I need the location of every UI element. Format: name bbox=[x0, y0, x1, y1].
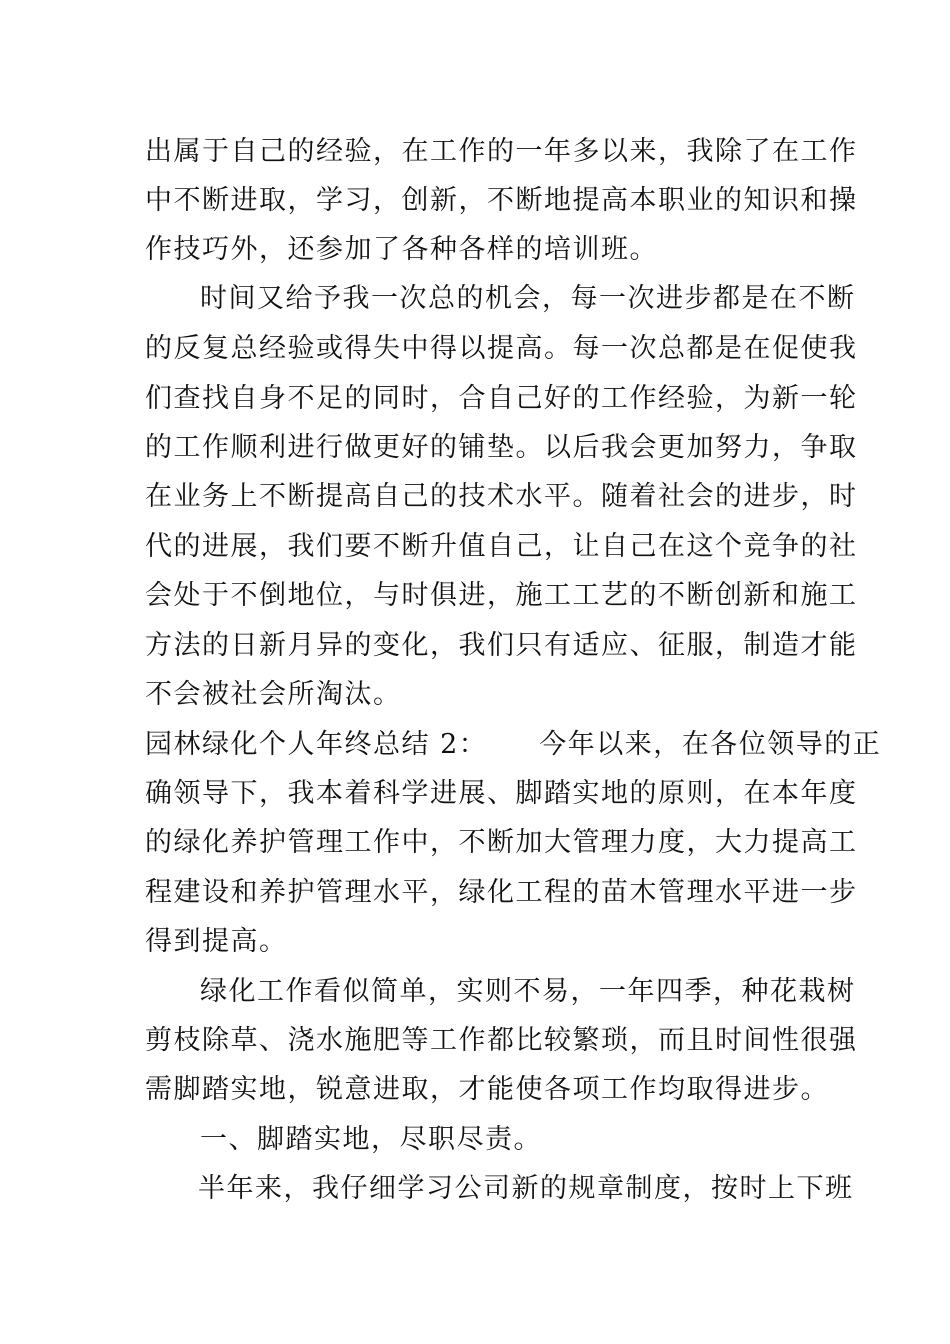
text-line: 时间又给予我一次总的机会，每一次进步都是在不断 bbox=[200, 283, 856, 314]
text-line: 今年以来，在各位领导的正 bbox=[539, 729, 882, 760]
text-line: 方法的日新月异的变化，我们只有适应、征服，制造才能 bbox=[145, 630, 858, 661]
text-line: 出属于自己的经验，在工作的一年多以来，我除了在工作 bbox=[145, 136, 858, 167]
text-line: 在业务上不断提高自己的技术水平。随着社会的进步，时 bbox=[145, 481, 858, 512]
subsection-heading: 一、脚踏实地，尽职尽责。 bbox=[200, 1124, 542, 1155]
text-line: 们查找自身不足的同时，合自己好的工作经验，为新一轮 bbox=[145, 383, 858, 414]
text-line: 代的进展，我们要不断升值自己，让自己在这个竞争的社 bbox=[145, 531, 858, 562]
text-line: 确领导下，我本着科学进展、脚踏实地的原则，在本年度 bbox=[145, 778, 858, 809]
text-line: 绿化工作看似简单，实则不易，一年四季，种花栽树 bbox=[200, 976, 856, 1007]
text-line: 中不断进取，学习，创新，不断地提高本职业的知识和操 bbox=[145, 185, 858, 216]
section-heading-line bbox=[145, 725, 881, 765]
text-line: 的反复总经验或得失中得以提高。每一次总都是在促使我 bbox=[145, 333, 858, 364]
text-line: 作技巧外，还参加了各种各样的培训班。 bbox=[145, 234, 658, 265]
text-line: 剪枝除草、浇水施肥等工作都比较繁琐，而且时间性很强 bbox=[145, 1025, 858, 1056]
text-line: 会处于不倒地位，与时俱进，施工工艺的不断创新和施工 bbox=[145, 580, 858, 611]
text-line: 不会被社会所淘汰。 bbox=[145, 679, 402, 710]
text-line: 的绿化养护管理工作中，不断加大管理力度，大力提高工 bbox=[145, 827, 858, 858]
section-heading: 园林绿化个人年终总结 2： bbox=[145, 729, 488, 760]
text-line: 得到提高。 bbox=[145, 926, 288, 957]
text-line: 半年来，我仔细学习公司新的规章制度，按时上下班 bbox=[198, 1173, 854, 1204]
text-line: 需脚踏实地，锐意进取，才能使各项工作均取得进步。 bbox=[145, 1074, 829, 1105]
text-line: 程建设和养护管理水平，绿化工程的苗木管理水平进一步 bbox=[145, 877, 858, 908]
text-line: 的工作顺利进行做更好的铺垫。以后我会更加努力，争取 bbox=[145, 432, 858, 463]
